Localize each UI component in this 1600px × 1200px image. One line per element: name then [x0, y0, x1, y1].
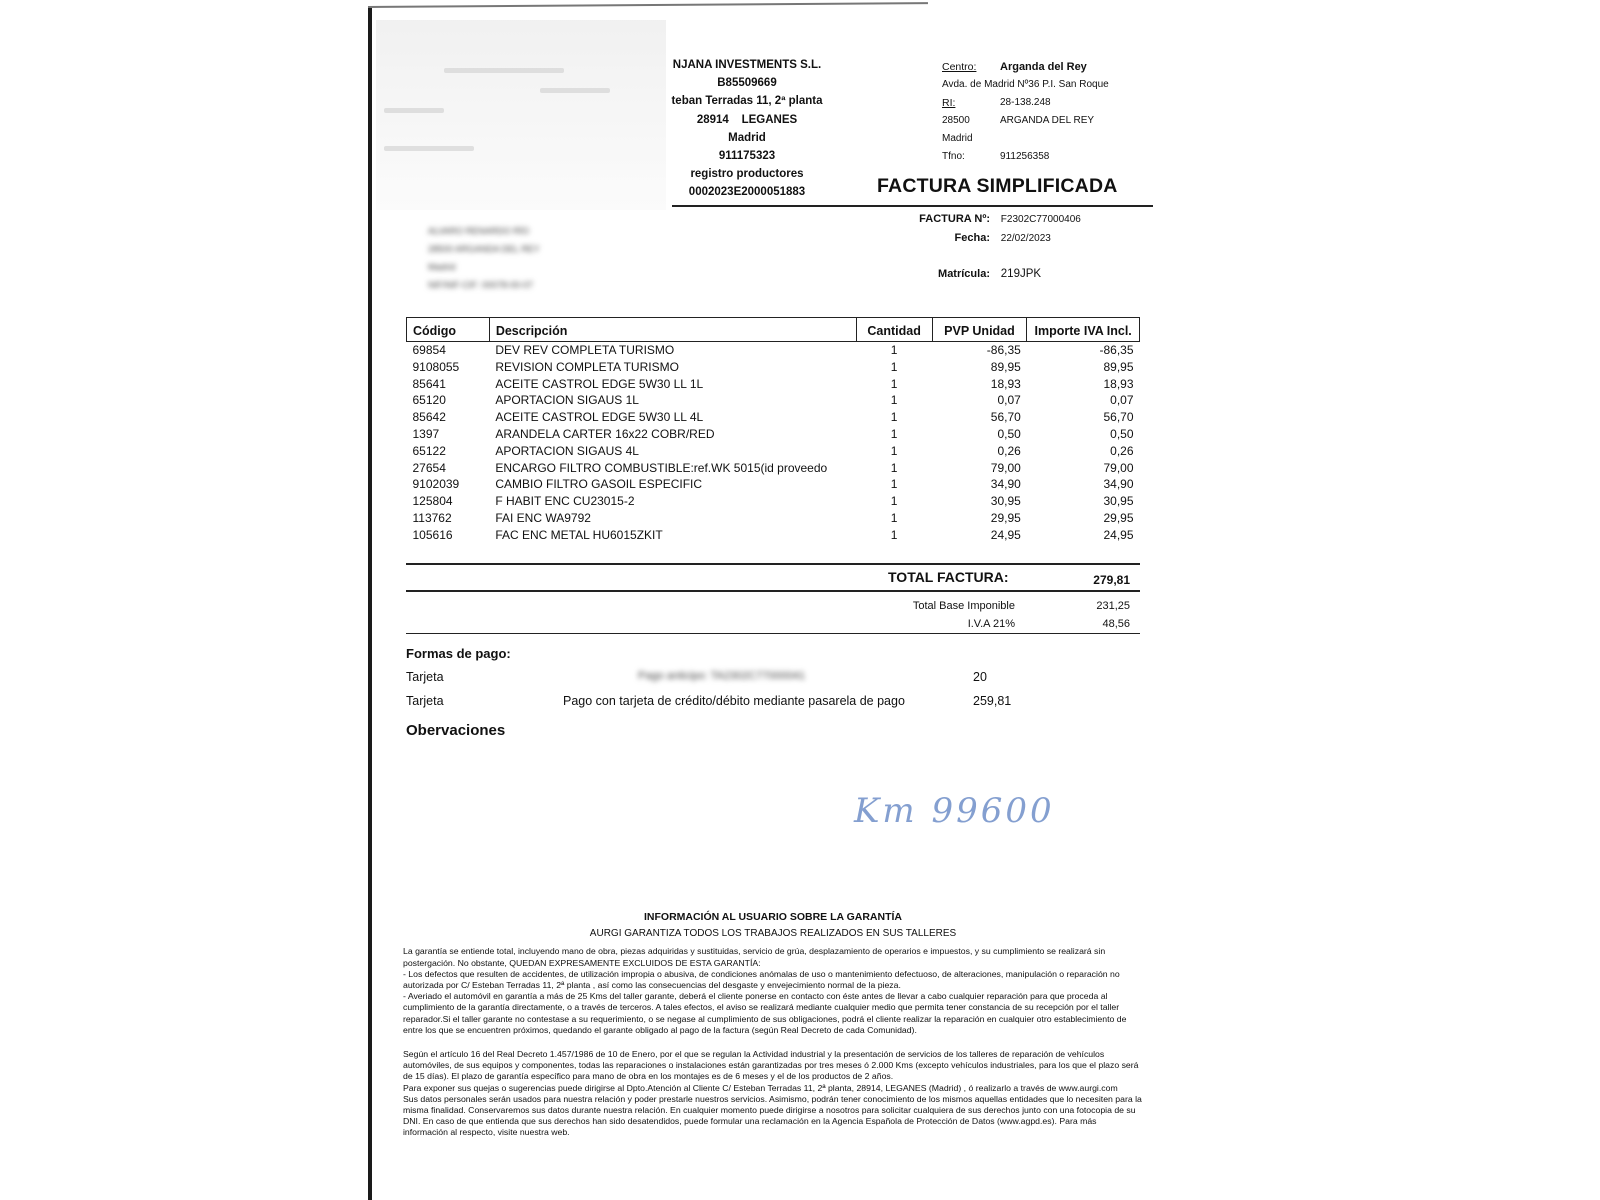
- payment-desc: Pago con tarjeta de crédito/débito mediante pasarela de pago: [563, 694, 905, 708]
- invoice-number-label: FACTURA Nº:: [919, 213, 990, 225]
- cell-pvp: 79,00: [990, 460, 1021, 475]
- warranty-paragraph: Según el artículo 16 del Real Decreto 1.457/1986 de 10 de Enero, por el que se regulan la Actividad industrial y la presentación de servicios de los talleres de reparación de vehículos automóviles, de sus equipos y componentes, todas las reparaciones o instalaciones están garantizadas por tres meses ó 2.000 Kms (excepto vehículos industriales, para los que el plazo será de 15 días). El plazo de garantía específico para mano de obra en los montajes es de 6 meses y el de los productos de 2 años.: [403, 1049, 1139, 1082]
- table-row: [407, 460, 1140, 477]
- handwritten-km-svg: [850, 788, 1060, 838]
- total-value: 279,81: [1093, 573, 1130, 587]
- cell-importe: 29,95: [1103, 510, 1134, 525]
- company-province: Madrid: [728, 131, 766, 144]
- base-value: 231,25: [1096, 600, 1130, 612]
- company-phone: 911175323: [718, 150, 776, 163]
- client-province: Madrid: [428, 262, 456, 272]
- cell-cantidad: 1: [890, 393, 898, 408]
- cell-codigo: 105616: [412, 527, 453, 542]
- tfno-value: 911256358: [1000, 151, 1050, 162]
- cell-importe: 34,90: [1103, 477, 1134, 492]
- invoice-number-value: F2302C77000406: [1000, 214, 1081, 225]
- cell-codigo: 125804: [412, 494, 453, 509]
- cell-codigo: 85641: [412, 376, 446, 391]
- cell-cantidad: 1: [890, 494, 898, 509]
- faded-text-mark: [540, 88, 610, 93]
- centro-province-row: [942, 130, 1162, 148]
- client-info: [428, 222, 540, 294]
- warranty-info: [403, 912, 1143, 1139]
- cell-cantidad: 1: [890, 343, 898, 357]
- cell-descripcion: DEV REV COMPLETA TURISMO: [495, 343, 675, 357]
- iva-value: 48,56: [1102, 618, 1130, 630]
- cell-cantidad: 1: [890, 359, 898, 374]
- warranty-paragraph: Para exponer sus quejas o sugerencias puede dirigirse al Dpto.Atención al Cliente C/ Esteban Terradas 11, 2ª planta, 28914, LEGANES (Madrid) , ó realizarlo a través de www.aurgi.com: [403, 1082, 1118, 1093]
- plate-value: 219JPK: [1000, 268, 1042, 280]
- iva-label: I.V.A 21%: [967, 618, 1015, 630]
- client-city: 28500 ARGANDA DEL REY: [428, 244, 540, 254]
- cell-cantidad: 1: [890, 460, 898, 475]
- col-codigo: Código: [407, 318, 490, 342]
- company-registry-number: 0002023E2000051883: [688, 186, 806, 199]
- cell-descripcion: F HABIT ENC CU23015-2: [495, 494, 635, 509]
- centro-value: Arganda del Rey: [1000, 61, 1087, 73]
- cell-cantidad: 1: [890, 510, 898, 525]
- cell-descripcion: FAC ENC METAL HU6015ZKIT: [495, 527, 663, 542]
- payment-heading: Formas de pago:: [406, 646, 511, 661]
- cell-codigo: 1397: [412, 426, 440, 441]
- invoice-date-label: Fecha:: [954, 232, 990, 244]
- faded-text-mark: [384, 108, 444, 113]
- faded-logo-area: [376, 20, 666, 210]
- scan-page-top-edge: [368, 2, 928, 8]
- cell-cantidad: 1: [890, 410, 898, 425]
- cell-codigo: 27654: [412, 460, 446, 475]
- base-label: Total Base Imponible: [912, 600, 1015, 612]
- scan-page-edge: [368, 8, 372, 1200]
- table-row: [407, 392, 1140, 409]
- table-row: [407, 426, 1140, 443]
- centro-info: [942, 58, 1162, 166]
- centro-label: Centro:: [942, 61, 977, 73]
- company-cif: B85509669: [717, 77, 777, 90]
- cell-importe: 24,95: [1103, 527, 1134, 542]
- payment-method: Tarjeta: [406, 694, 444, 708]
- cell-descripcion: CAMBIO FILTRO GASOIL ESPECIFIC: [495, 477, 703, 492]
- totals-top-rule: [406, 563, 1140, 565]
- cell-codigo: 69854: [412, 343, 446, 357]
- ri-row: [942, 94, 1162, 112]
- warranty-subtitle: AURGI GARANTIZA TODOS LOS TRABAJOS REALIZADOS EN SUS TALLERES: [589, 928, 957, 940]
- cell-pvp: 29,95: [990, 510, 1021, 525]
- payment-desc: Pago anticipo: TA2302C77000041: [638, 670, 806, 682]
- cell-pvp: 30,95: [990, 494, 1021, 509]
- col-descripcion: Descripción: [489, 318, 856, 342]
- title-divider: [672, 205, 1153, 207]
- warranty-paragraph: - Los defectos que resulten de accidentes, de utilización impropia o abusiva, de condiciones anómalas de uso o mantenimiento defectuoso, de alteraciones, manipulación o reparación no autorizada por C/ Esteban Terradas 11, 2ª planta , así como las consecuencias del desgaste y envejecimiento normal de la pieza.: [403, 968, 1120, 991]
- col-cantidad: Cantidad: [856, 318, 932, 342]
- col-importe: Importe IVA Incl.: [1027, 318, 1140, 342]
- table-row: [407, 376, 1140, 393]
- warranty-paragraph: La garantía se entiende total, incluyendo mano de obra, piezas adquiridas y sustituidas, servicio de grúa, desplazamiento de operarios e impuestos, y su cumplimiento se realizará sin postergación. No obstante, QUEDAN EXPRESAMENTE EXCLUIDOS DE ESTA GARANTÍA:: [403, 946, 1106, 968]
- cell-codigo: 65122: [412, 443, 446, 458]
- items-table: [406, 317, 1140, 544]
- cell-cantidad: 1: [890, 477, 898, 492]
- table-row: [407, 443, 1140, 460]
- invoice-number-row: [900, 213, 1081, 225]
- cell-codigo: 85642: [412, 410, 446, 425]
- cell-pvp: 18,93: [990, 376, 1021, 391]
- total-label: TOTAL FACTURA:: [888, 569, 1009, 585]
- invoice-date-value: 22/02/2023: [1000, 233, 1051, 244]
- cell-importe: 30,95: [1103, 494, 1134, 509]
- ri-value: 28-138.248: [1000, 97, 1051, 108]
- cell-descripcion: APORTACION SIGAUS 1L: [495, 393, 639, 408]
- cell-descripcion: REVISION COMPLETA TURISMO: [495, 359, 679, 374]
- cell-importe: 79,00: [1103, 460, 1134, 475]
- cell-pvp: 56,70: [990, 410, 1021, 425]
- totals-footer-rule: [406, 633, 1140, 634]
- cell-descripcion: ARANDELA CARTER 16x22 COBR/RED: [495, 426, 715, 441]
- table-row: [407, 476, 1140, 493]
- table-row: [407, 409, 1140, 426]
- cell-importe: -86,35: [1099, 343, 1134, 357]
- warranty-paragraph: Sus datos personales serán usados para nuestra relación y poder prestarle nuestros servicios. Asimismo, podrán tener conocimiento de los mismos aquellas entidades que lo necesiten para la misma finalidad. Conservaremos sus datos durante nuestra relación. En cualquier momento puede dirigirse a nosotros para solicitar cualquiera de sus derechos junto con una fotocopia de su DNI. En caso de que entienda que sus derechos han sido desatendidos, puede formular una reclamación en la Agencia Española de Protección de Datos (www.agpd.es). Para más información al respecto, visite nuestra web.: [403, 1093, 1142, 1138]
- centro-postal: 28500: [942, 115, 970, 126]
- cell-descripcion: FAI ENC WA9792: [495, 510, 591, 525]
- cell-importe: 0,07: [1110, 393, 1134, 408]
- centro-address-row: [942, 76, 1162, 94]
- cell-descripcion: ACEITE CASTROL EDGE 5W30 LL 4L: [495, 410, 704, 425]
- cell-codigo: 113762: [412, 510, 452, 525]
- cell-importe: 0,50: [1110, 426, 1134, 441]
- centro-row: [942, 58, 1162, 76]
- cell-pvp: 89,95: [990, 359, 1021, 374]
- table-row: [407, 510, 1140, 527]
- totals-bottom-rule: [406, 590, 1140, 592]
- table-row: [407, 527, 1140, 544]
- ri-label: RI:: [942, 97, 956, 109]
- cell-pvp: 0,26: [997, 443, 1021, 458]
- company-name: NJANA INVESTMENTS S.L.: [672, 59, 822, 71]
- client-name: ALVARO RENARDO RÍO: [428, 226, 530, 236]
- cell-codigo: 65120: [412, 393, 446, 408]
- centro-city: ARGANDA DEL REY: [1000, 115, 1095, 126]
- table-row: [407, 359, 1140, 376]
- plate-label: Matrícula:: [938, 268, 990, 280]
- cell-codigo: 9108055: [412, 359, 460, 374]
- cell-pvp: -86,35: [986, 343, 1021, 357]
- warranty-title: INFORMACIÓN AL USUARIO SOBRE LA GARANTÍA: [643, 911, 903, 923]
- cell-cantidad: 1: [890, 376, 898, 391]
- payment-method: Tarjeta: [406, 670, 444, 684]
- cell-importe: 18,93: [1103, 376, 1134, 391]
- company-address: teban Terradas 11, 2ª planta: [671, 95, 823, 108]
- client-nif: NIF/NIF-CIF: 00078-00-07: [428, 280, 534, 290]
- tfno-label: Tfno:: [942, 151, 965, 162]
- cell-descripcion: APORTACION SIGAUS 4L: [495, 443, 639, 458]
- handwritten-text: Km 99600: [854, 791, 1055, 831]
- centro-province: Madrid: [942, 133, 973, 144]
- handwritten-km-note: [850, 788, 1060, 843]
- plate-row: [900, 268, 1041, 280]
- payment-amount: 20: [973, 670, 987, 684]
- cell-codigo: 9102039: [412, 477, 460, 492]
- cell-importe: 89,95: [1103, 359, 1134, 374]
- table-body: [407, 342, 1140, 544]
- faded-text-mark: [384, 146, 474, 151]
- document-title: FACTURA SIMPLIFICADA: [877, 175, 1118, 197]
- cell-cantidad: 1: [890, 443, 898, 458]
- cell-importe: 0,26: [1110, 443, 1134, 458]
- cell-cantidad: 1: [890, 426, 898, 441]
- warranty-paragraph: - Averiado el automóvil en garantía a más de 25 Kms del taller garante, deberá el cliente ponerse en contacto con éste antes de llevar a cabo cualquier reparación para que proceda al cumplimiento de la garantía directamente, o a través de terceros. A tales efectos, el aviso se realizará mediante cualquier medio que permita tener constancia de su recepción por el taller reparador.Si el taller garante no contestase a su requerimiento, o se negase al cumplimiento de sus obligaciones, podrá el cliente realizar la reparación en cualquier otro establecimiento de entre los que se encuentren próximos, quedando el garante obligado al pago de la factura (según Real Decreto de cada Comunidad).: [403, 991, 1127, 1035]
- company-city: LEGANES: [741, 113, 798, 126]
- invoice-date-row: [900, 232, 1051, 244]
- centro-address: Avda. de Madrid Nº36 P.I. San Roque: [942, 79, 1109, 90]
- cell-descripcion: ENCARGO FILTRO COMBUSTIBLE:ref.WK 5015(id proveedo: [495, 460, 828, 475]
- payment-amount: 259,81: [973, 694, 1012, 708]
- table-row: [407, 493, 1140, 510]
- tfno-row: [942, 148, 1162, 166]
- company-postal: 28914: [696, 113, 729, 126]
- observaciones-heading: Obervaciones: [406, 722, 506, 739]
- cell-pvp: 0,07: [997, 393, 1021, 408]
- table-header: [407, 318, 1140, 342]
- table-row: [407, 342, 1140, 359]
- cell-pvp: 34,90: [990, 477, 1021, 492]
- cell-importe: 56,70: [1103, 410, 1134, 425]
- cell-pvp: 0,50: [997, 426, 1021, 441]
- faded-logo-mark: [444, 68, 564, 73]
- cell-descripcion: ACEITE CASTROL EDGE 5W30 LL 1L: [495, 376, 704, 391]
- col-pvp: PVP Unidad: [932, 318, 1027, 342]
- cell-pvp: 24,95: [990, 527, 1021, 542]
- company-registry-label: registro productores: [690, 168, 804, 181]
- company-postal-city: [662, 111, 832, 129]
- cell-cantidad: 1: [890, 527, 898, 542]
- centro-city-row: [942, 112, 1162, 130]
- company-info: [662, 56, 832, 202]
